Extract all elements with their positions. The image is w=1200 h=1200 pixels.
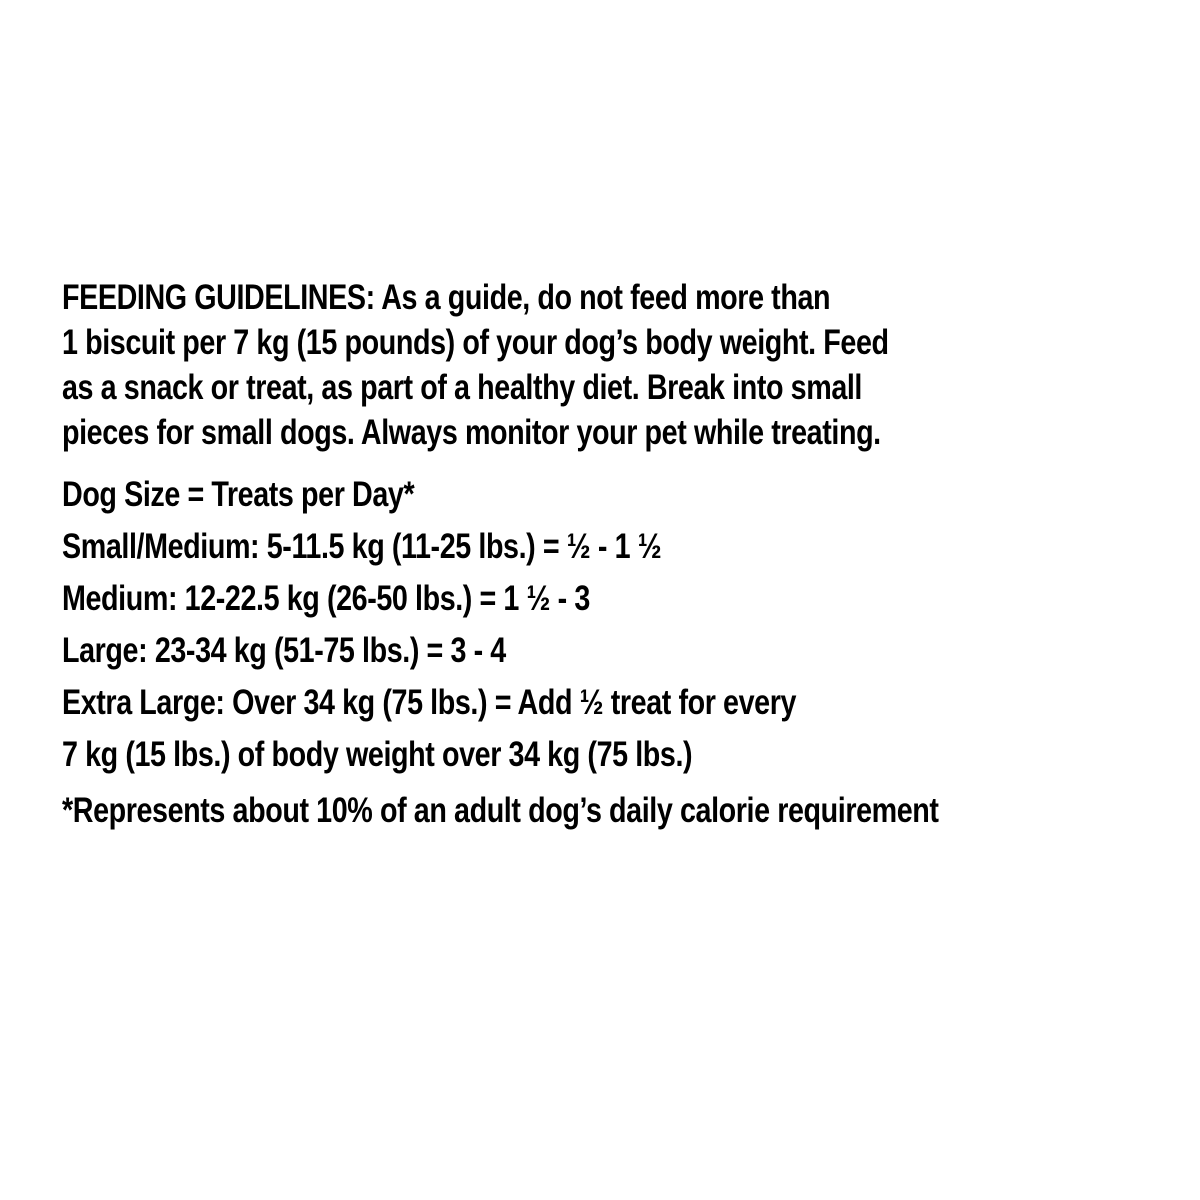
table-row-extra-large: Extra Large: Over 34 kg (75 lbs.) = Add ½ treat for every [62,683,797,722]
treats-per-day-table [62,469,1182,781]
table-row-medium: Medium: 12-22.5 kg (26-50 lbs.) = 1 ½ - 3 [62,579,590,618]
guidelines-line-3: as a snack or treat, as part of a healthy diet. Break into small [62,368,862,407]
guidelines-line-2: 1 biscuit per 7 kg (15 pounds) of your dog’s body weight. Feed [62,323,889,362]
feeding-guidelines-paragraph [62,275,1182,455]
guidelines-line-1 [62,275,1182,320]
feeding-guidelines-document [62,275,1182,837]
guidelines-heading: FEEDING GUIDELINES: [62,278,375,317]
table-row-extra-large-continued: 7 kg (15 lbs.) of body weight over 34 kg (75 lbs.) [62,735,693,774]
calorie-footnote [62,785,1182,837]
guidelines-text: As a guide, do not feed more than [374,278,831,317]
table-row-large: Large: 23-34 kg (51-75 lbs.) = 3 - 4 [62,631,506,670]
table-header: Dog Size = Treats per Day* [62,475,415,514]
guidelines-line-4: pieces for small dogs. Always monitor your pet while treating. [62,413,881,452]
table-row-small-medium: Small/Medium: 5-11.5 kg (11-25 lbs.) = ½ - 1 ½ [62,527,662,566]
footnote-text: *Represents about 10% of an adult dog’s daily calorie requirement [62,791,939,830]
